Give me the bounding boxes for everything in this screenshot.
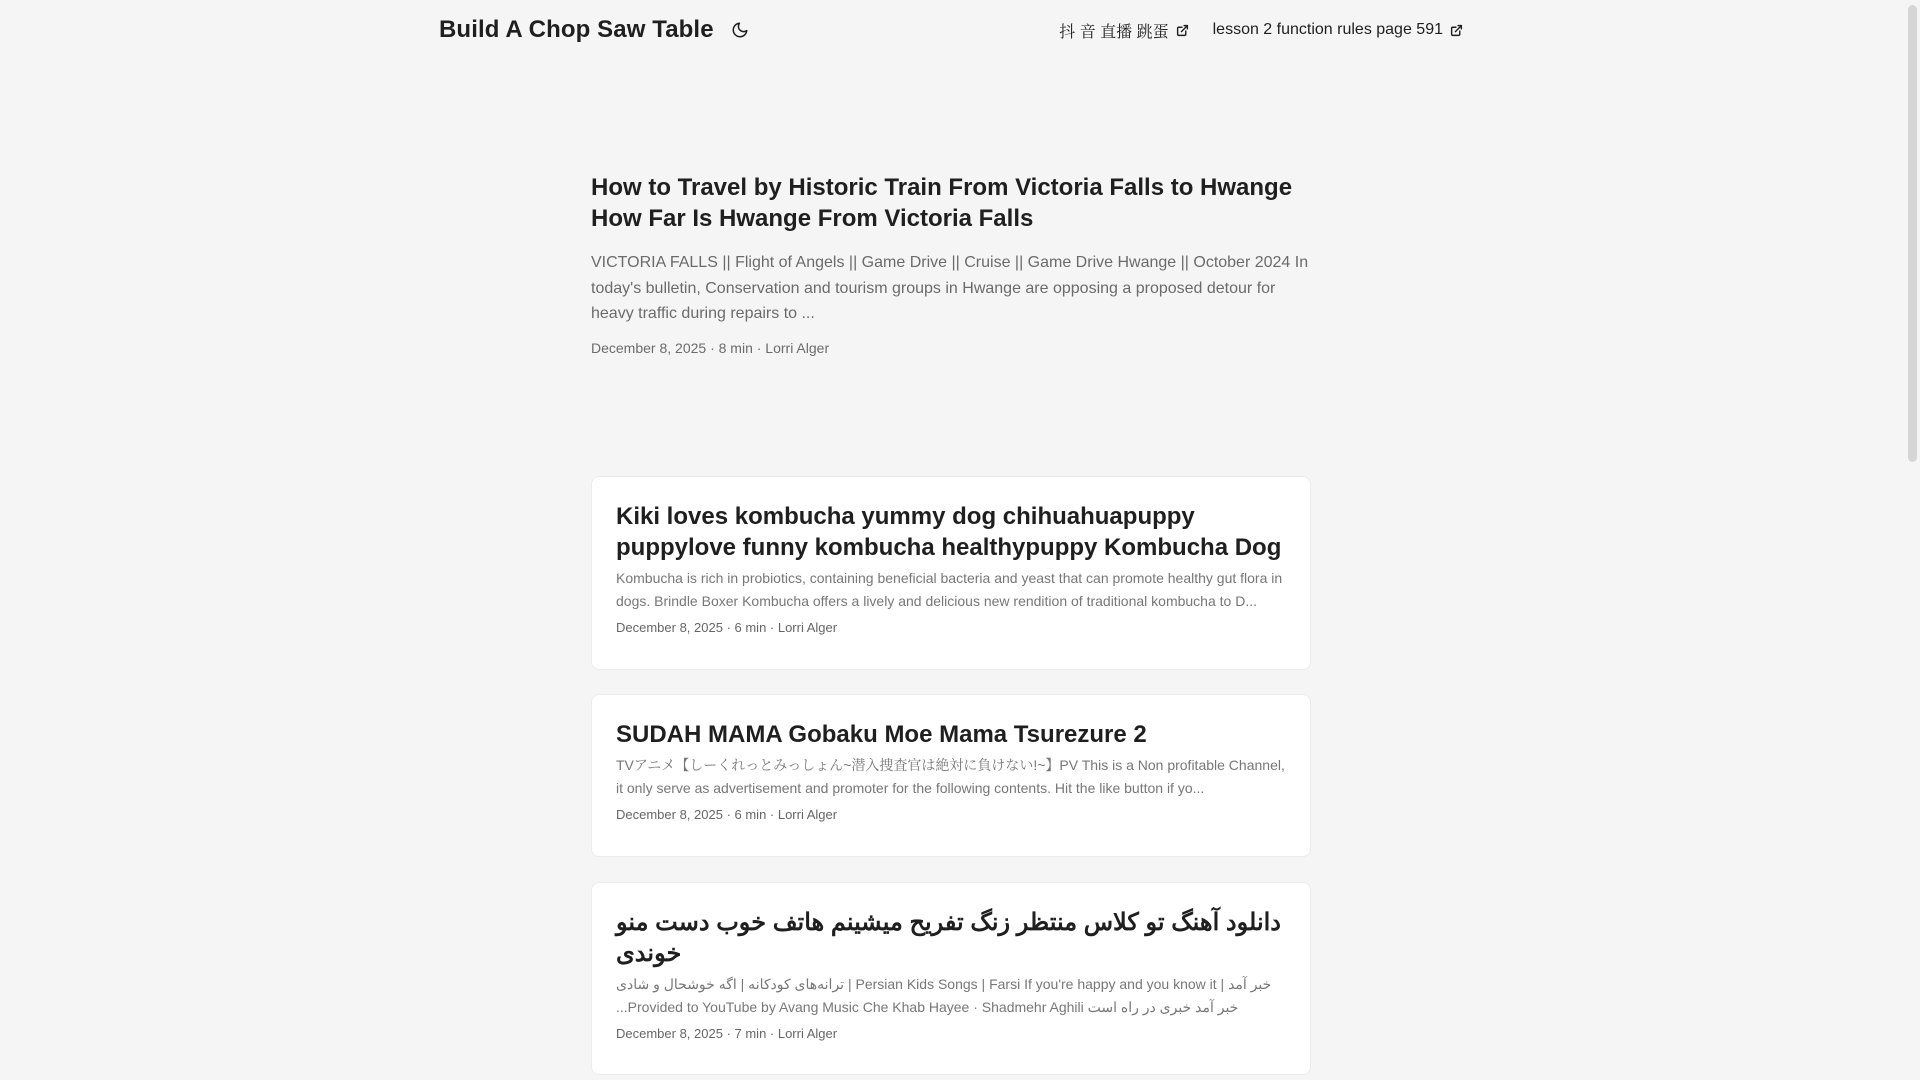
external-link-icon — [1450, 24, 1463, 37]
post-title: Kiki loves kombucha yummy dog chihuahuapuppy puppylove funny kombucha healthypuppy Kombucha Dog — [616, 503, 1282, 561]
post-meta: December 8, 2025 · 6 min · Lorri Alger — [616, 620, 838, 635]
post-title: دانلود آهنگ تو کلاس منتظر زنگ تفریح میشینم هاتف خوب دست منو خوندی — [616, 909, 1281, 967]
external-link-icon — [1176, 24, 1189, 37]
post-card[interactable] — [591, 694, 1311, 857]
post-meta: December 8, 2025 · 6 min · Lorri Alger — [616, 807, 838, 822]
featured-post-title: How to Travel by Historic Train From Victoria Falls to Hwange How Far Is Hwange From Victoria Falls — [591, 174, 1293, 232]
site-header — [439, 0, 1463, 60]
post-card[interactable] — [591, 476, 1311, 670]
nav-link-lesson[interactable] — [1213, 21, 1463, 39]
featured-post-summary: VICTORIA FALLS || Flight of Angels || Game Drive || Cruise || Game Drive Hwange || October 2024 In today's bulletin, Conservation and tourism groups in Hwange are opposing a proposed detour for heavy traffic during repairs to ... — [591, 254, 1309, 322]
post-summary: Kombucha is rich in probiotics, containing beneficial bacteria and yeast that can promote healthy gut flora in dogs. Brindle Boxer Kombucha offers a lively and delicious new rendition of traditional kombucha to D... — [616, 570, 1283, 609]
header-nav — [1059, 19, 1463, 42]
post-summary: TVアニメ【しーくれっとみっしょん~潜入捜査官は絶対に負けない!~】PV This is a Non profitable Channel, it only serve as advertisement and promoter for the following contents. Hit the like button if yo... — [616, 757, 1285, 796]
post-meta: December 8, 2025 · 7 min · Lorri Alger — [616, 1026, 838, 1041]
theme-toggle-button[interactable] — [728, 18, 752, 42]
site-title-link[interactable]: Build A Chop Saw Table — [439, 16, 714, 43]
post-card[interactable] — [591, 882, 1311, 1075]
scrollbar-thumb[interactable] — [1908, 5, 1917, 462]
moon-icon — [731, 21, 749, 39]
featured-post-meta: December 8, 2025 · 8 min · Lorri Alger — [591, 339, 830, 356]
nav-link-douyin[interactable] — [1059, 19, 1188, 42]
post-summary: خبر آمد | Persian Kids Songs | Farsi If you're happy and you know it | ترانه‌های کودکانه | اگه خوشحال و شادی خبر آمد خبری در راه است Provided to YouTube by Avang Music Che Khab Hayee · Shadmehr Aghili... — [616, 976, 1272, 1015]
post-title: SUDAH MAMA Gobaku Moe Mama Tsurezure 2 — [616, 721, 1147, 748]
scrollbar[interactable] — [1902, 0, 1920, 1080]
brand — [439, 16, 752, 44]
nav-link-label: 抖 音 直播 跳蛋 — [1059, 23, 1169, 41]
featured-post[interactable] — [591, 172, 1311, 358]
nav-link-label: lesson 2 function rules page 591 — [1212, 21, 1443, 38]
